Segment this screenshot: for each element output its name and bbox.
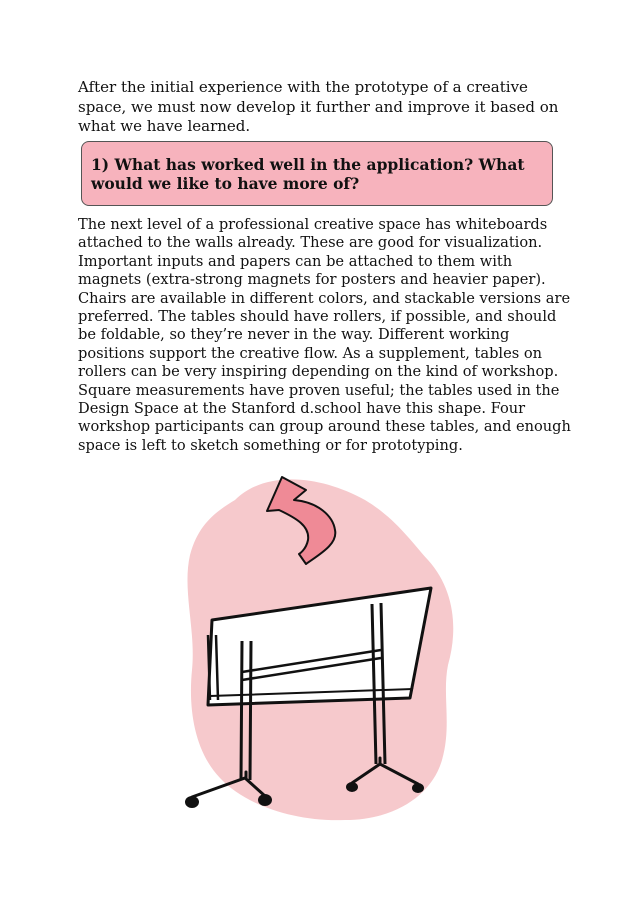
wheel-left-1 (185, 796, 199, 808)
wheel-left-2 (258, 794, 272, 806)
wheel-right-1 (346, 782, 358, 792)
folding-table-illustration (170, 460, 470, 830)
intro-paragraph: After the initial experience with the prototype of a creative space, we must now develop it further and improve it based on what we have learned. (78, 78, 559, 135)
wheel-right-2 (412, 783, 424, 793)
body-paragraph: The next level of a professional creative space has whiteboards attached to the walls already. These are good for visualization. Important inputs and papers can be attached to them with magnets (extra-strong magnets for posters and heavier paper). Chairs are available in different colors, and stackable versions are preferred. The tables should have rollers, if possible, and should be foldable, so they’re never in the way. Different working positions support the creative flow. As a supplement, tables on rollers can be very inspiring depending on the kind of workshop. Square measurements have proven useful; the tables used in the Design Space at the Stanford d.school have this shape. Four workshop participants can group around these tables, and enough space is left to sketch something or for prototyping. (78, 216, 571, 454)
question-heading: 1) What has worked well in the application? What would we like to have more of? (91, 155, 525, 193)
question-callout (81, 141, 553, 206)
